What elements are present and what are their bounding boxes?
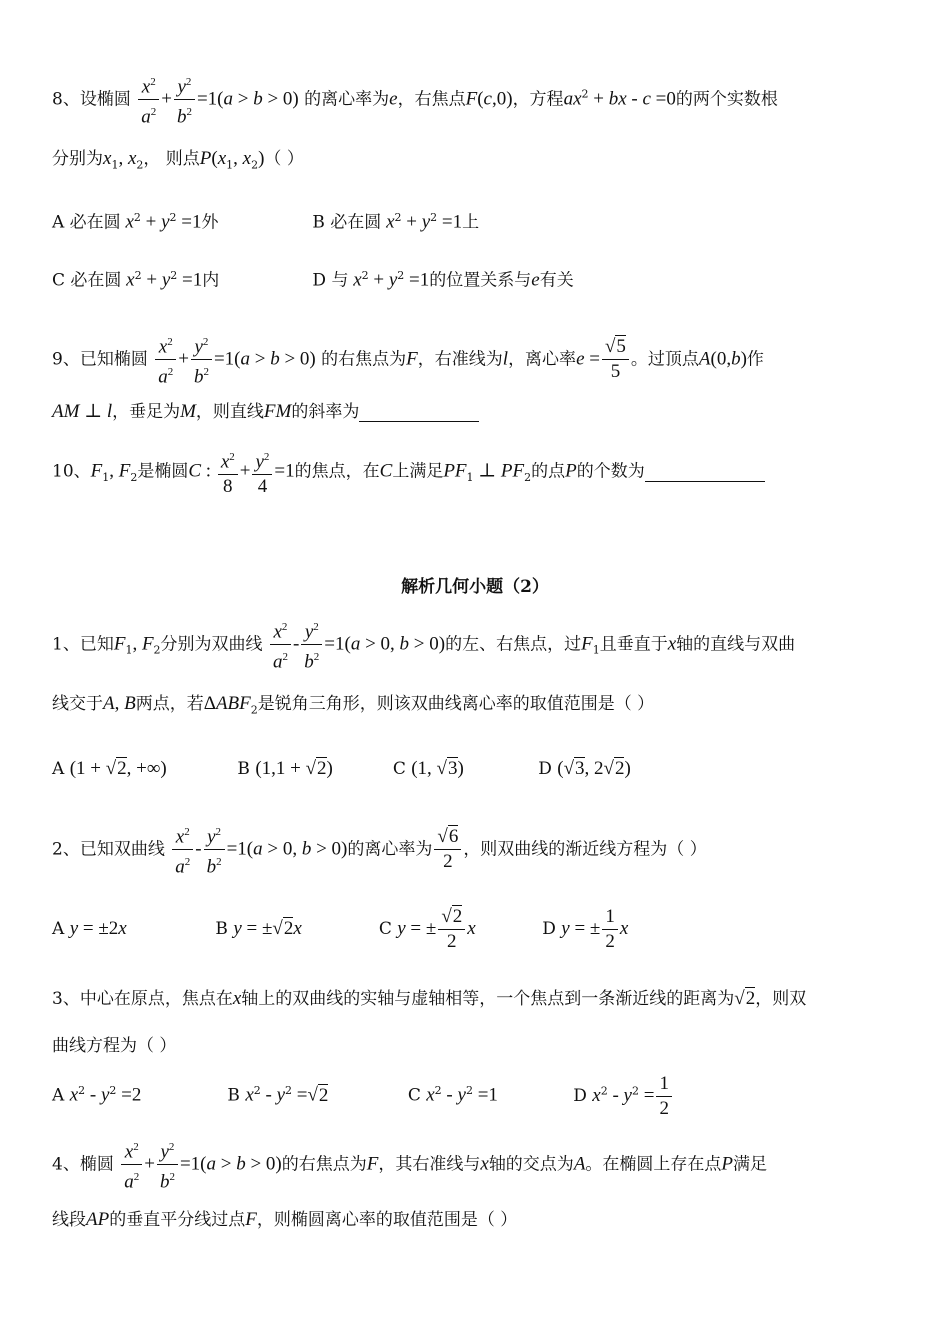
text: （ ） (264, 149, 304, 169)
text: ，则双 (755, 989, 807, 1009)
option-b: B y = ±√2x (215, 918, 302, 939)
text: 的离心率为 (347, 839, 433, 860)
problem-8-line-2: 分别为$x_1$, $x_2$， 则点$P(x_1$, $x_2$)（ ） (52, 148, 304, 172)
option-d: D $x^2 - y^2$ = $\frac{1}{2}$ (573, 1072, 674, 1121)
text: 的右焦点为 (321, 349, 407, 370)
option-b: B $x^2 - y^2 =√2$ (227, 1084, 329, 1106)
question-3-line-1: 3、中心在原点，焦点在x轴上的双曲线的实轴与虚轴相等，一个焦点到一条渐近线的距离为√2，则双 (52, 988, 807, 1009)
option-a: A y = ±2x (52, 918, 127, 939)
text: 的个数为 (576, 461, 645, 482)
question-2-line: 2、已知双曲线 $\frac{x^2}{a^2}$ - $\frac{y^2}{b^2}$ =1(a > 0, b > 0)的离心率为 $\frac{√6}{2}$ ，则双曲线的渐近线方程为（ ） (52, 820, 902, 880)
question-1-options (52, 755, 902, 783)
text: 是锐角三角形，则该双曲线离心率的取值范围是（ ） (257, 694, 655, 714)
option-c: C y = ± $\frac{√2}{2}$ x (378, 906, 476, 952)
option-d: D 与 $x^2 + y^2 =1$的位置关系与e有关 (312, 269, 574, 291)
option-b: B (1,1 + √2) (237, 758, 333, 779)
text: ，右焦点 (397, 89, 466, 110)
question-2-options (52, 905, 902, 954)
question-1-line-2: 线交于A, B两点，若$\Delta ABF_2$是锐角三角形，则该双曲线离心率的取值范围是（ ） (52, 693, 655, 717)
option-c: C 必在圆 $x^2 + y^2 =1$内 (52, 269, 220, 291)
question-4-line-2: 线段AP的垂直平分线过点F，则椭圆离心率的取值范围是（ ） (52, 1209, 518, 1230)
section-title: 解析几何小题（2） (401, 577, 549, 597)
text: 分别为双曲线 (160, 634, 263, 655)
text: 轴的直线与双曲 (676, 634, 796, 655)
text: 4、椭圆 (52, 1154, 114, 1175)
option-a: A (1 + √2, +∞) (52, 758, 167, 779)
problem-8-options-ab (52, 204, 902, 237)
text: 的焦点，在 (294, 461, 380, 482)
text: ，则直线 (195, 402, 264, 422)
text: 3、中心在原点，焦点在 (52, 989, 233, 1009)
text: ，则双曲线的渐近线方程为（ ） (463, 839, 707, 860)
text: ，垂足为 (112, 402, 181, 422)
text: 的垂直平分线过点 (109, 1210, 246, 1230)
text: ，则椭圆离心率的取值范围是（ ） (256, 1210, 518, 1230)
text: 线交于 (52, 694, 103, 714)
problem-10-line: 10、$F_1$, $F_2$是椭圆C : $\frac{x^2}{8}$ + $\frac{y^2}{4}$ =1的焦点，在C上满足$PF_1$ ⊥ $PF_2$的点P的个数为 (52, 445, 902, 499)
text: 8、设椭圆 (52, 89, 131, 110)
option-b: B 必在圆 $x^2 + y^2 =1$上 (312, 211, 480, 233)
text: 作 (746, 349, 764, 370)
text: 的右焦点为 (281, 1154, 367, 1175)
text: 曲线方程为（ ） (52, 1036, 177, 1056)
option-c: C (1, √3) (392, 758, 464, 779)
text: 满足 (733, 1154, 768, 1175)
text: 是椭圆 (137, 461, 189, 482)
text: 。过顶点 (630, 349, 699, 370)
question-3-options (52, 1072, 902, 1121)
answer-blank (359, 403, 479, 422)
question-3-line-2 (52, 1032, 902, 1060)
text: 。在椭圆上存在点 (585, 1154, 722, 1175)
text: ，方程 (512, 89, 564, 110)
text: 的斜率为 (291, 402, 360, 422)
formula: $\frac{x^2}{a^2}$ (138, 70, 159, 130)
text: ，其右准线与 (378, 1154, 481, 1175)
problem-8-options-cd (52, 262, 902, 295)
text: 且垂直于 (599, 634, 668, 655)
question-4-line-1: 4、椭圆 $\frac{x^2}{a^2}$ + $\frac{y^2}{b^2}$ =1(a > b > 0)的右焦点为F，其右准线与x轴的交点为A。在椭圆上存在点P满足 (52, 1135, 902, 1195)
text: 轴上的双曲线的实轴与虚轴相等，一个焦点到一条渐近线的距离为 (241, 989, 735, 1009)
text: 的点 (531, 461, 566, 482)
text: 的左、右焦点，过 (445, 634, 582, 655)
option-d: D y = ± $\frac{1}{2}$ x (542, 906, 629, 952)
text: 的两个实数根 (675, 89, 778, 110)
option-a: A 必在圆 $x^2 + y^2 =1$外 (52, 211, 219, 233)
problem-8-line-1: 8、设椭圆 $\frac{x^2}{a^2}$ + $\frac{y^2}{b^2}$ =1(a > b > 0) 的离心率为e，右焦点F(c,0)，方程$ax^2$ + bx - c =0的两个实数根 (52, 70, 902, 130)
text: 1、已知 (52, 634, 114, 655)
text: 的离心率为 (304, 89, 390, 110)
problem-9-line-1: 9、已知椭圆 $\frac{x^2}{a^2}$ + $\frac{y^2}{b^2}$ =1(a > b > 0) 的右焦点为F，右准线为l，离心率e = $\frac{√5}{5}$ 。过顶点A(0,b)作 (52, 330, 902, 390)
text: 10、 (52, 461, 91, 482)
text: ，离心率 (508, 349, 577, 370)
option-d: D (√3, 2√2) (538, 758, 631, 779)
question-1-line-1: 1、已知$F_1$, $F_2$分别为双曲线 $\frac{x^2}{a^2}$ - $\frac{y^2}{b^2}$ =1(a > 0, b > 0)的左、右焦点，过$F_1$且垂直于x轴的直线与双曲 (52, 615, 902, 675)
text: ，右准线为 (417, 349, 503, 370)
option-a: A $x^2 - y^2 =2$ (52, 1084, 142, 1106)
text: 2、已知双曲线 (52, 839, 165, 860)
text: 线段 (52, 1210, 86, 1230)
text: 两点，若 (135, 694, 204, 714)
answer-blank (645, 463, 765, 482)
text: ， 则点 (143, 149, 200, 169)
text: 分别为 (52, 149, 103, 169)
option-c: C $x^2 - y^2 =1$ (407, 1084, 498, 1106)
text: 上满足 (392, 461, 444, 482)
text: 轴的交点为 (488, 1154, 574, 1175)
text: 9、已知椭圆 (52, 349, 148, 370)
problem-9-line-2: AM ⊥ l，垂足为M，则直线FM的斜率为 (52, 398, 902, 426)
